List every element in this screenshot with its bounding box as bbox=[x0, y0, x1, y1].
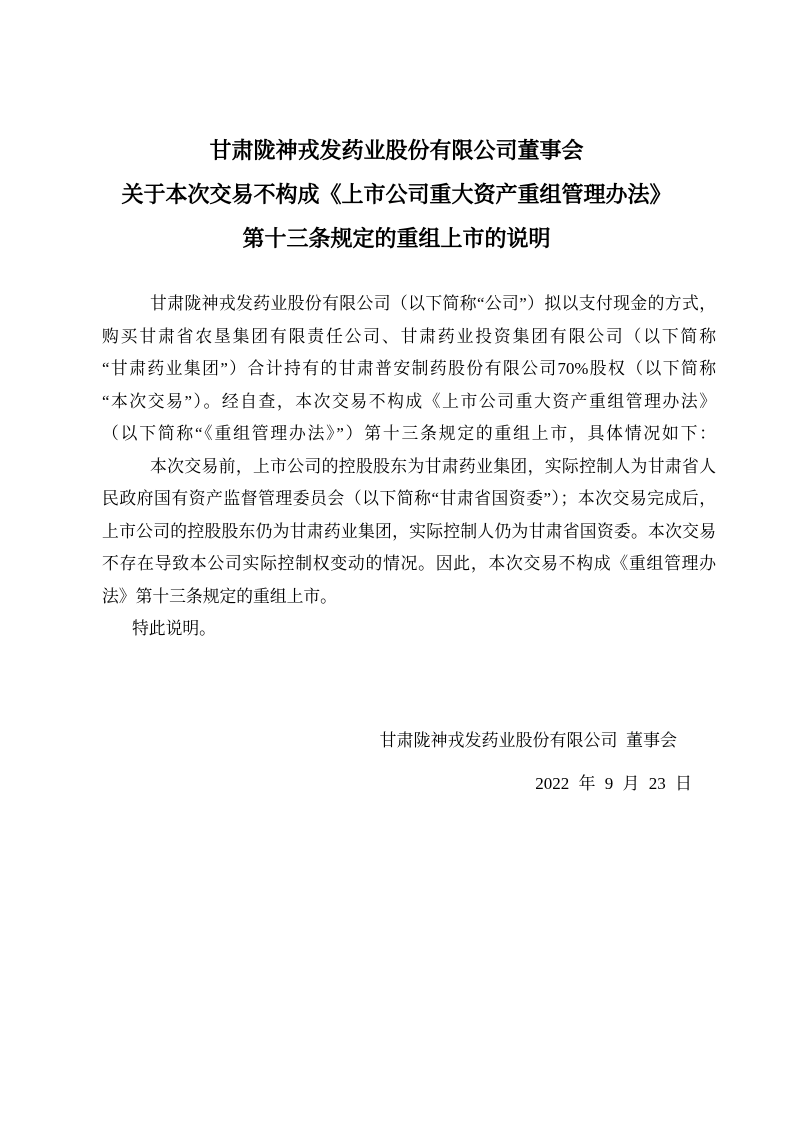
title-line-2: 关于本次交易不构成《上市公司重大资产重组管理办法》 bbox=[121, 182, 672, 207]
body-line: 本次交易前，上市公司的控股股东为甘肃药业集团，实际控制人为甘肃省人 bbox=[150, 456, 716, 476]
body-line: 购买甘肃省农垦集团有限责任公司、甘肃药业投资集团有限公司（以下简称 bbox=[102, 326, 716, 346]
title-line-1: 甘肃陇神戎发药业股份有限公司董事会 bbox=[209, 138, 584, 163]
body-line: “本次交易”）。经自查，本次交易不构成《上市公司重大资产重组管理办法》 bbox=[102, 391, 716, 411]
body-line-closing-statement: 特此说明。 bbox=[132, 619, 216, 638]
document-title bbox=[0, 129, 793, 261]
signature-date: 2022 年 9 月 23 日 bbox=[535, 774, 692, 793]
body-line: 甘肃陇神戎发药业股份有限公司（以下简称“公司”）拟以支付现金的方式， bbox=[150, 294, 716, 313]
body-line: 法》第十三条规定的重组上市。 bbox=[102, 586, 337, 606]
body-line: 上市公司的控股股东仍为甘肃药业集团，实际控制人仍为甘肃省国资委。本次交易 bbox=[102, 521, 716, 541]
body-line: （以下简称“《重组管理办法》”）第十三条规定的重组上市，具体情况如下： bbox=[102, 424, 716, 443]
body-line: “甘肃药业集团”）合计持有的甘肃普安制药股份有限公司70%股权（以下简称 bbox=[102, 359, 716, 378]
document-body bbox=[102, 288, 716, 646]
body-line: 不存在导致本公司实际控制权变动的情况。因此，本次交易不构成《重组管理办 bbox=[102, 554, 716, 573]
signature-company: 甘肃陇神戎发药业股份有限公司 董事会 bbox=[379, 731, 677, 750]
body-line: 民政府国有资产监督管理委员会（以下简称“甘肃省国资委”）；本次交易完成后， bbox=[102, 489, 716, 508]
title-line-3: 第十三条规定的重组上市的说明 bbox=[242, 226, 551, 251]
